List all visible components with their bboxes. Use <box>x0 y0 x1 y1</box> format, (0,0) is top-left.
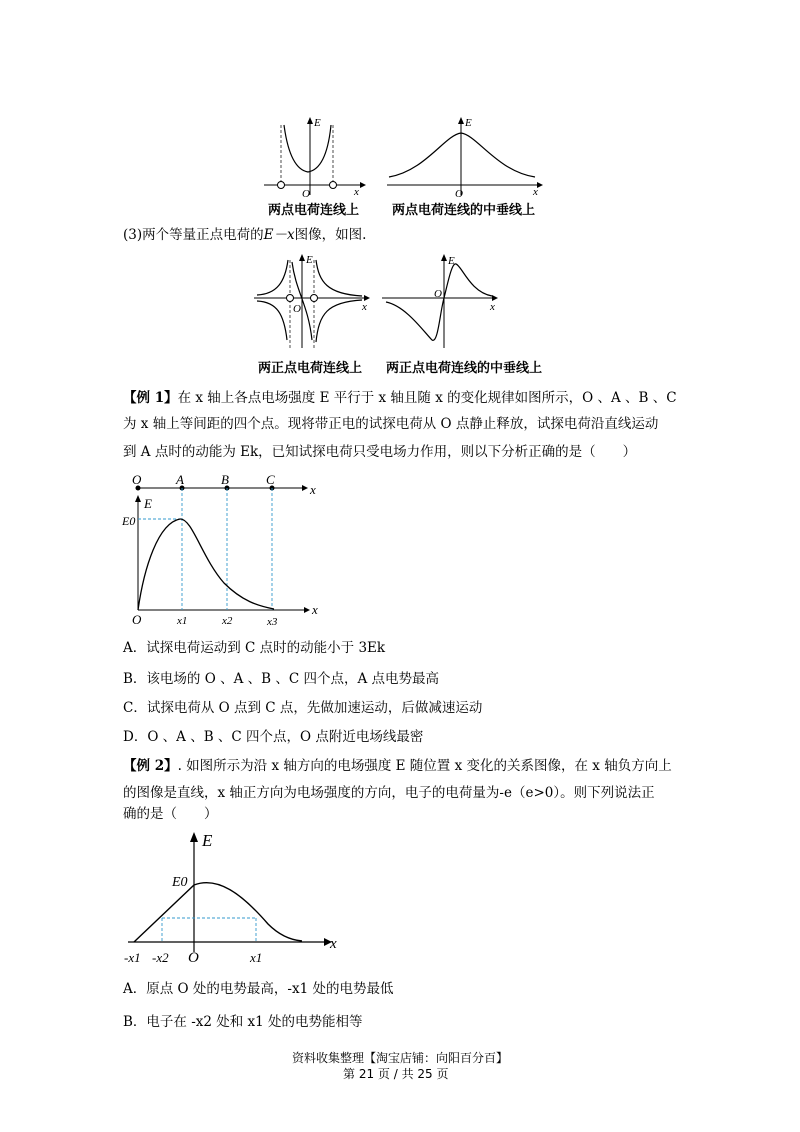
example1-option-a: A．试探电荷运动到 C 点时的动能小于 3Ek <box>123 640 386 656</box>
example1-option-d: D．O 、A 、B 、C 四个点，O 点附近电场线最密 <box>123 729 424 745</box>
example2-line3: 确的是（ ） <box>123 806 218 822</box>
svg-text:E0: E0 <box>172 875 188 890</box>
axis-e-label: E <box>314 117 321 129</box>
item3-line: (3)两个等量正点电荷的E－x图像，如图. <box>123 227 367 243</box>
top-right-figure <box>385 115 545 197</box>
footer-source: 资料收集整理【淘宝店铺：向阳百分百】 <box>292 1051 509 1065</box>
origin-label: O <box>302 188 310 197</box>
svg-text:E0: E0 <box>122 514 136 528</box>
svg-text:O: O <box>132 612 142 627</box>
example2-tag: 【例 2】 <box>123 758 178 774</box>
svg-text:x: x <box>533 186 538 197</box>
example2-option-a: A．原点 O 处的电势最高，-x1 处的电势最低 <box>123 981 394 997</box>
svg-text:x: x <box>362 301 367 313</box>
top-left-caption: 两点电荷连线上 <box>268 203 360 218</box>
svg-text:x: x <box>310 482 316 497</box>
mid-right-figure <box>380 252 500 352</box>
svg-text:E: E <box>306 254 313 266</box>
top-left-figure <box>262 115 367 197</box>
svg-text:O: O <box>434 288 442 300</box>
svg-text:A: A <box>176 472 184 487</box>
top-right-caption: 两点电荷连线的中垂线上 <box>392 203 536 218</box>
example1-option-b: B．该电场的 O 、A 、B 、C 四个点，A 点电势最高 <box>123 671 439 687</box>
svg-text:O: O <box>455 188 463 197</box>
example1-line1: 【例 1】在 x 轴上各点电场强度 E 平行于 x 轴且随 x 的变化规律如图所示，O 、A 、B 、C <box>123 390 677 406</box>
svg-text:x: x <box>312 602 318 617</box>
svg-text:-x1: -x1 <box>124 950 141 965</box>
svg-text:x: x <box>330 936 337 952</box>
svg-text:O: O <box>132 472 142 487</box>
svg-text:O: O <box>188 950 199 966</box>
example1-figure <box>118 468 323 633</box>
svg-text:E: E <box>448 255 455 267</box>
svg-text:B: B <box>221 472 229 487</box>
example2-line2: 的图像是直线，x 轴正方向为电场强度的方向，电子的电荷量为-e（e>0）。则下列说法正 <box>123 785 655 801</box>
mid-right-caption: 两正点电荷连线的中垂线上 <box>386 361 543 376</box>
svg-text:x1: x1 <box>250 950 263 965</box>
example1-line3: 到 A 点时的动能为 Ek，已知试探电荷只受电场力作用，则以下分析正确的是（ ） <box>123 444 637 460</box>
axis-x-label: x <box>354 186 359 197</box>
svg-text:O: O <box>293 303 301 315</box>
svg-text:x1: x1 <box>177 615 188 627</box>
svg-text:E: E <box>202 831 213 850</box>
svg-text:-x2: -x2 <box>152 950 169 965</box>
example1-tag: 【例 1】 <box>123 390 178 406</box>
svg-text:x3: x3 <box>267 616 278 628</box>
example1-option-c: C．试探电荷从 O 点到 C 点，先做加速运动，后做减速运动 <box>123 700 483 716</box>
example2-line1: 【例 2】. 如图所示为沿 x 轴方向的电场强度 E 随位置 x 变化的关系图像，在 x 轴负方向上 <box>123 758 672 774</box>
example1-line2: 为 x 轴上等间距的四个点。现将带正电的试探电荷从 O 点静止释放，试探电荷沿直线运动 <box>123 416 659 432</box>
svg-text:E: E <box>144 496 152 511</box>
mid-left-figure <box>252 252 372 352</box>
svg-text:x2: x2 <box>222 615 233 627</box>
example2-option-b: B．电子在 -x2 处和 x1 处的电势能相等 <box>123 1014 363 1030</box>
footer-page-number: 第 21 页 / 共 25 页 <box>343 1067 449 1081</box>
svg-text:E: E <box>465 117 472 129</box>
svg-text:x: x <box>490 301 495 313</box>
svg-text:C: C <box>266 472 275 487</box>
mid-left-caption: 两正点电荷连线上 <box>258 361 363 376</box>
example2-figure <box>118 828 343 968</box>
